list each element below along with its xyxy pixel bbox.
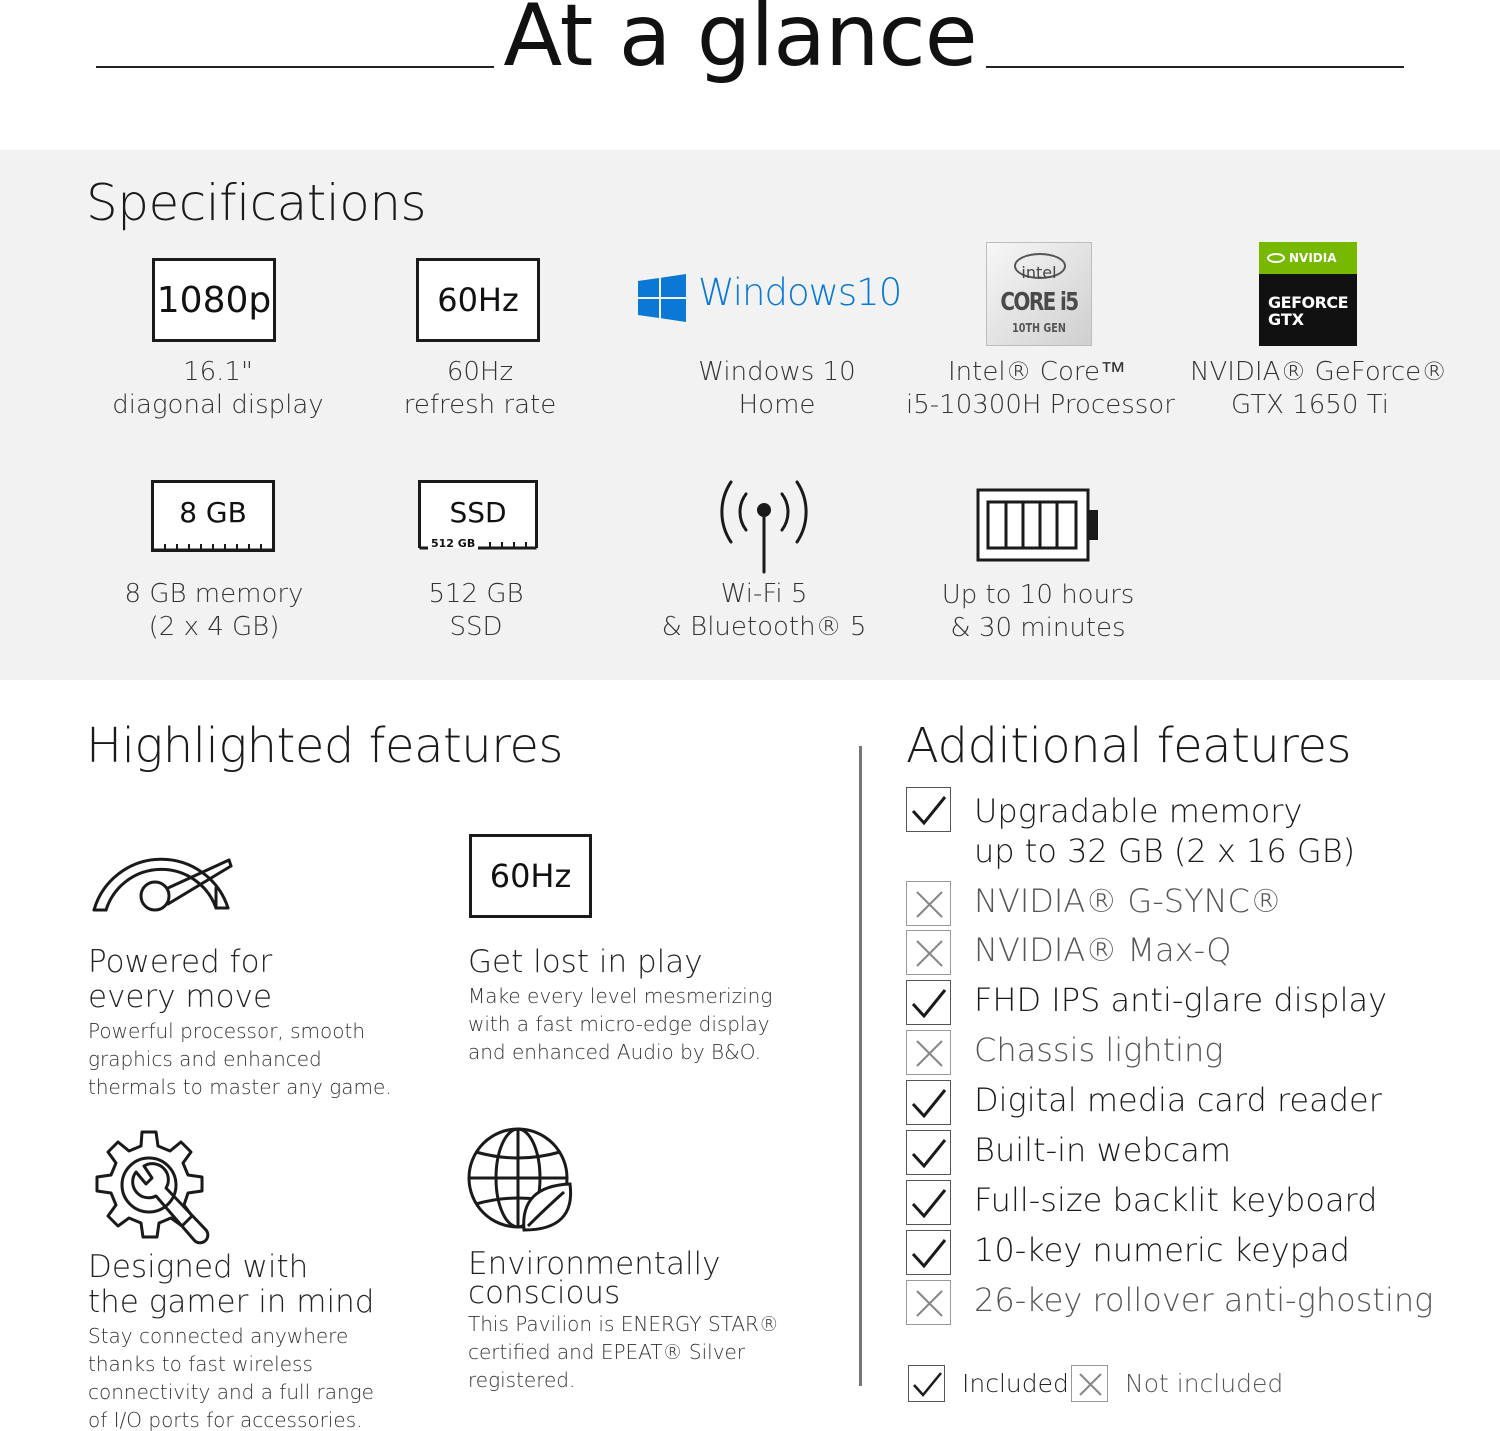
core-i5-text: CORE i5 (1000, 287, 1078, 316)
battery-icon (976, 488, 1102, 564)
header (0, 0, 1500, 150)
spec-memory (96, 480, 332, 650)
not-included-x-icon (906, 1280, 951, 1325)
spec-label: 512 GB SSD (428, 579, 524, 642)
spec-os (636, 258, 918, 428)
spec-label: 16.1" diagonal display (112, 357, 324, 420)
spec-refresh-rate (362, 258, 598, 428)
included-check-icon (906, 1130, 951, 1175)
wifi-antenna-icon (704, 468, 824, 576)
geforce-text: GEFORCE (1268, 293, 1349, 312)
display-resolution-icon: 1080p (152, 258, 276, 342)
refresh-rate-icon: 60Hz (469, 834, 592, 918)
spec-battery (920, 488, 1156, 650)
spec-label: Wi-Fi 5 & Bluetooth® 5 (661, 579, 867, 642)
spec-label: Windows 10 Home (698, 357, 856, 420)
gen-text: 10TH GEN (1012, 321, 1066, 335)
section-divider (859, 746, 862, 1386)
spec-label: NVIDIA® GeForce® GTX 1650 Ti (1190, 357, 1448, 420)
included-check-icon (906, 980, 951, 1025)
specifications-title: Specifications (86, 174, 427, 232)
included-check-icon (908, 1365, 945, 1402)
not-included-x-icon (906, 881, 951, 926)
included-check-icon (906, 1080, 951, 1125)
feature-environmentally-conscious: Environmentally conscious This Pavilion is ENERGY STAR® certified and EPEAT® Silver registered. (468, 1246, 779, 1392)
page-title: At a glance (503, 0, 977, 86)
included-check-icon (906, 1230, 951, 1275)
feature-designed-for-gamer: Designed with the gamer in mind Stay connected anywhere thanks to fast wireless connectivity and a full range of I/O ports for accessories. (88, 1249, 375, 1431)
intel-core-i5-badge (986, 242, 1092, 346)
spec-wireless (646, 468, 882, 650)
spec-label: Intel® Core™ i5-10300H Processor (906, 357, 1175, 420)
spec-label: 8 GB memory (2 x 4 GB) (124, 579, 304, 642)
nvidia-eye-icon (1267, 253, 1285, 263)
refresh-rate-icon: 60Hz (416, 258, 540, 342)
gear-wrench-icon (90, 1130, 212, 1248)
nvidia-geforce-badge (1259, 242, 1357, 346)
globe-leaf-icon (466, 1126, 578, 1236)
spec-label: 60Hz refresh rate (403, 357, 557, 420)
included-check-icon (906, 1180, 951, 1225)
not-included-x-icon (906, 930, 951, 975)
not-included-x-icon (1071, 1365, 1108, 1402)
header-rule-left (96, 66, 494, 68)
ssd-icon: SSD 512 GB (418, 480, 538, 554)
memory-module-icon: 8 GB (151, 480, 275, 554)
windows-wordmark: Windows10 (698, 271, 902, 314)
nvidia-wordmark: NVIDIA (1289, 251, 1337, 265)
spec-storage (358, 480, 594, 650)
feature-get-lost-in-play: Get lost in play Make every level mesmerizing with a fast micro-edge display and enhanced Audio by B&O. (468, 944, 773, 1064)
spec-display (100, 258, 336, 428)
additional-features-title: Additional features (906, 718, 1352, 774)
spec-label: Up to 10 hours & 30 minutes (941, 580, 1135, 643)
highlighted-features-title: Highlighted features (86, 718, 563, 774)
feature-powered: Powered for every move Powerful processor, smooth graphics and enhanced thermals to master any game. (88, 944, 392, 1099)
specifications-section (0, 150, 1500, 680)
windows-logo-icon (638, 274, 686, 322)
spec-graphics (1190, 242, 1448, 428)
not-included-x-icon (906, 1030, 951, 1075)
spec-processor (906, 242, 1175, 428)
speedometer-icon (88, 820, 234, 916)
gtx-text: GTX (1268, 310, 1305, 329)
included-check-icon (906, 787, 951, 832)
intel-wordmark: intel (1021, 263, 1057, 282)
header-rule-right (986, 66, 1404, 68)
